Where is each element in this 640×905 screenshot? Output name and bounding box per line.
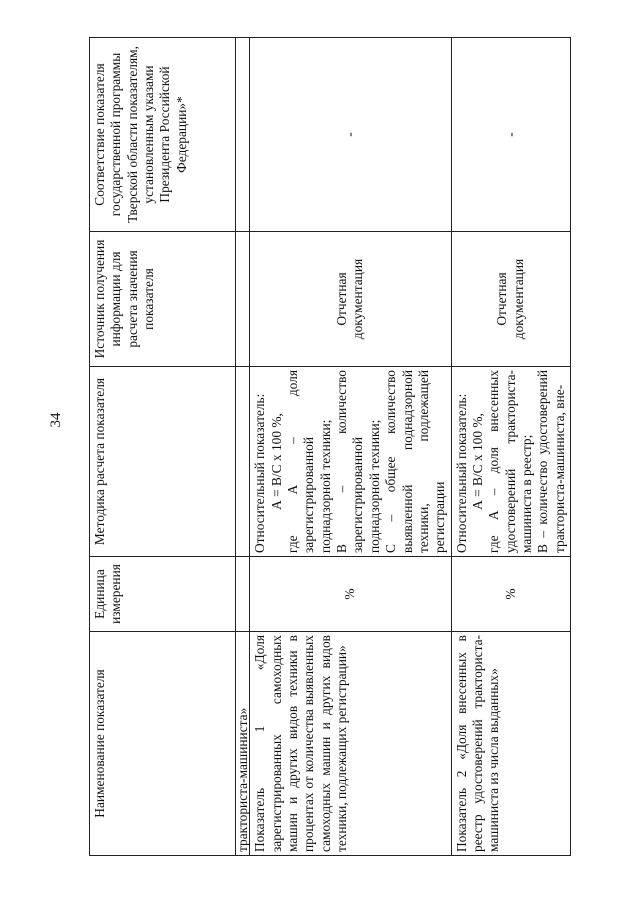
indicator-1-name: Показатель 1 «Доля зарегистрированных самоходных машин и других видов техники в процентах от количества выявленных самоходных машин и других видов техники, подлежащих регистрации» — [250, 632, 451, 856]
section-row-empty-method — [236, 367, 250, 557]
table-row — [451, 38, 570, 856]
table-header-row — [90, 38, 236, 856]
section-row-text: тракториста-машиниста» — [236, 632, 250, 856]
indicators-table — [89, 37, 571, 856]
indicator-2-compliance: - — [451, 38, 570, 232]
section-row-empty-compliance — [236, 38, 250, 232]
section-row-empty-source — [236, 232, 250, 367]
indicator-2-unit: % — [451, 557, 570, 632]
indicator-1-method-line: В – количество зарегистрированной поднадзорной техники; — [334, 370, 382, 553]
header-compliance: Соответствие показателя государственной программы Тверской области показателям, установленным указами Президента Российской Федерации»* — [90, 38, 236, 232]
indicator-2-method-intro: Относительный показатель: — [453, 393, 469, 553]
indicator-2-method — [451, 367, 570, 557]
section-row — [236, 38, 250, 856]
indicator-1-method-formula: А = В/С х 100 %, — [268, 413, 284, 510]
indicator-1-method — [250, 367, 451, 557]
indicator-2-method-line: В – количество удостоверений тракториста-машиниста, вне- — [535, 370, 567, 553]
indicator-2-source: Отчетная документация — [451, 232, 570, 367]
page-number: 34 — [48, 412, 64, 428]
indicator-1-source: Отчетная документация — [250, 232, 451, 367]
rotated-table-container — [89, 38, 567, 856]
indicator-2-method-formula: А = В/С х 100 %, — [469, 413, 485, 510]
indicator-1-unit: % — [250, 557, 451, 632]
indicator-1-method-intro: Относительный показатель: — [252, 393, 268, 553]
section-row-empty-unit — [236, 557, 250, 632]
indicator-1-method-line: С – общее количество выявленной поднадзорной техники, подлежащей регистрации — [383, 370, 448, 553]
indicator-1-compliance: - — [250, 38, 451, 232]
indicator-2-name: Показатель 2 «Доля внесенных в реестр удостоверений тракториста-машиниста из числа выданных» — [451, 632, 570, 856]
header-indicator-name: Наименование показателя — [90, 632, 236, 856]
indicator-1-method-line: где А – доля зарегистрированной поднадзорной техники; — [285, 370, 333, 553]
header-unit: Единица измерения — [90, 557, 236, 632]
header-method: Методика расчета показателя — [90, 367, 236, 557]
indicator-2-method-line: где А – доля внесенных удостоверений тракториста-машиниста в реестр; — [486, 370, 534, 553]
header-source: Источник получения информации для расчета значения показателя — [90, 232, 236, 367]
table-row — [250, 38, 451, 856]
